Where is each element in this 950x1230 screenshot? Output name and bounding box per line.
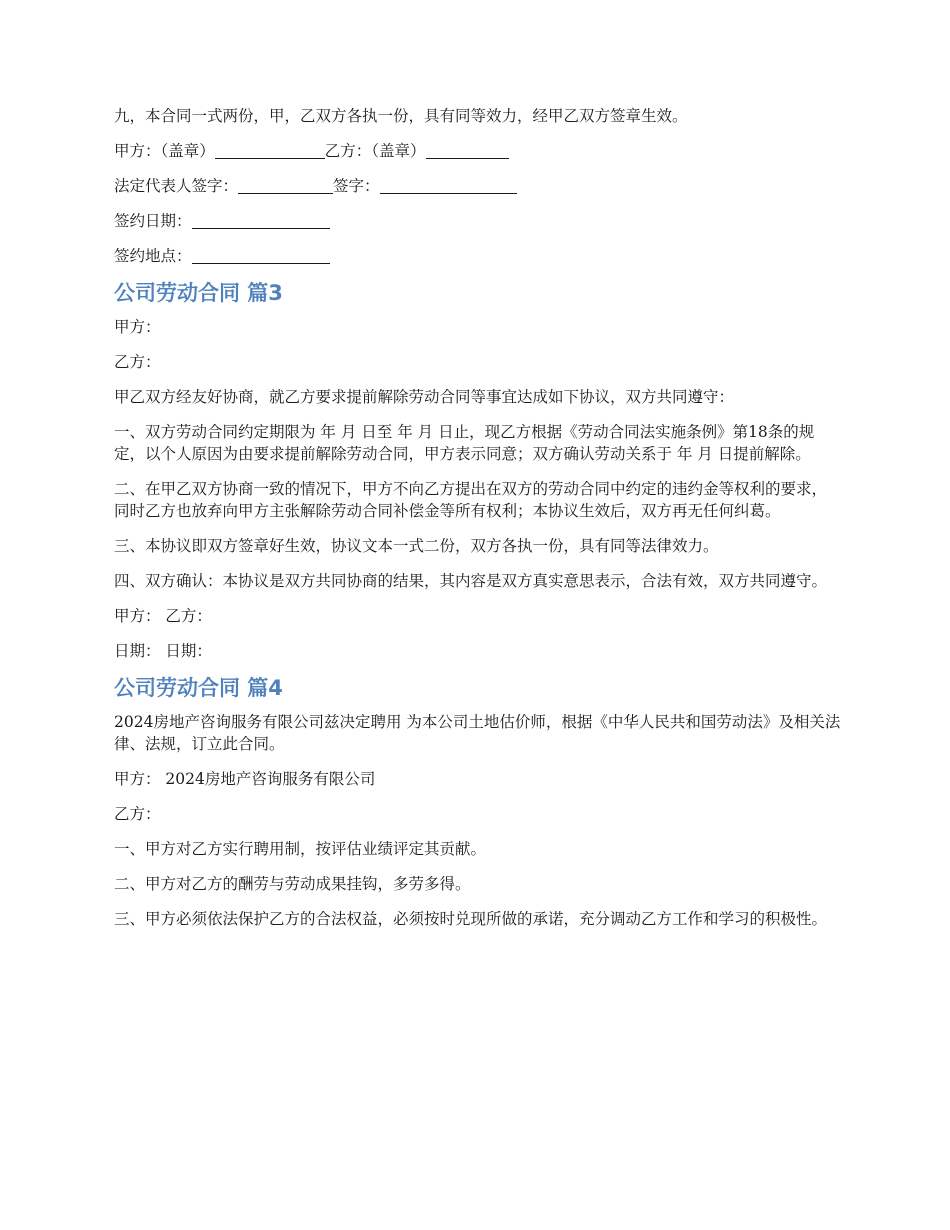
agreement-item-4: 四、双方确认：本协议是双方共同协商的结果，其内容是双方真实意思表示，合法有效，双方共同遵守。 xyxy=(114,572,828,590)
dates-line: 日期： 日期： xyxy=(114,642,212,660)
section-4-heading: 公司劳动合同 篇4 xyxy=(114,676,283,700)
party-a-seal-blank xyxy=(215,142,325,159)
parties-sign-line: 甲方： 乙方： xyxy=(114,607,212,625)
agreement-intro: 甲乙双方经友好协商，就乙方要求提前解除劳动合同等事宜达成如下协议，双方共同遵守： xyxy=(114,388,735,406)
section-3-heading: 公司劳动合同 篇3 xyxy=(114,281,283,305)
party-b-seal-label: 乙方：（盖章） xyxy=(324,142,426,160)
contract-intro: 2024房地产咨询服务有限公司兹决定聘用 为本公司土地估价师，根据《中华人民共和国劳动法》及相关法律、法规，订立此合同。 xyxy=(114,713,841,753)
signature-blank xyxy=(380,177,517,194)
date-line xyxy=(114,210,842,232)
sign-place-blank xyxy=(192,247,330,264)
agreement-item-3: 三、本协议即双方签章好生效，协议文本一式二份，双方各执一份，具有同等法律效力。 xyxy=(114,537,719,555)
party-a-seal-label: 甲方：（盖章） xyxy=(114,142,215,160)
contract-item-2: 二、甲方对乙方的酬劳与劳动成果挂钩，多劳多得。 xyxy=(114,875,471,893)
representative-blank xyxy=(238,177,333,194)
seal-line xyxy=(114,140,842,162)
place-line xyxy=(114,245,842,267)
document-page xyxy=(114,105,842,943)
contract-item-3: 三、甲方必须依法保护乙方的合法权益，必须按时兑现所做的承诺，充分调动乙方工作和学习的积极性。 xyxy=(114,910,828,928)
sign-date-blank xyxy=(192,212,330,229)
party-b-line: 乙方： xyxy=(114,353,161,371)
sign-date-label: 签约日期： xyxy=(114,212,192,230)
signature-line xyxy=(114,175,842,197)
contract-item-1: 一、甲方对乙方实行聘用制，按评估业绩评定其贡献。 xyxy=(114,840,487,858)
employer-line: 甲方： 2024房地产咨询服务有限公司 xyxy=(114,770,376,788)
employee-line: 乙方： xyxy=(114,805,161,823)
representative-label: 法定代表人签字： xyxy=(114,177,239,195)
clause-nine: 九，本合同一式两份，甲，乙双方各执一份，具有同等效力，经甲乙双方签章生效。 xyxy=(114,107,688,125)
party-a-line: 甲方： xyxy=(114,318,161,336)
agreement-item-2: 二、在甲乙双方协商一致的情况下，甲方不向乙方提出在双方的劳动合同中约定的违约金等权利的要求，同时乙方也放弃向甲方主张解除劳动合同补偿金等所有权利；本协议生效后，双方再无任何纠葛。 xyxy=(114,480,828,520)
party-b-seal-blank xyxy=(426,142,509,159)
sign-place-label: 签约地点： xyxy=(114,247,192,265)
signature-label: 签字： xyxy=(333,177,380,195)
agreement-item-1: 一、双方劳动合同约定期限为 年 月 日至 年 月 日止，现乙方根据《劳动合同法实施条例》第18条的规定，以个人原因为由要求提前解除劳动合同，甲方表示同意；双方确认劳动关系于 年 月 日提前解除。 xyxy=(114,423,815,463)
